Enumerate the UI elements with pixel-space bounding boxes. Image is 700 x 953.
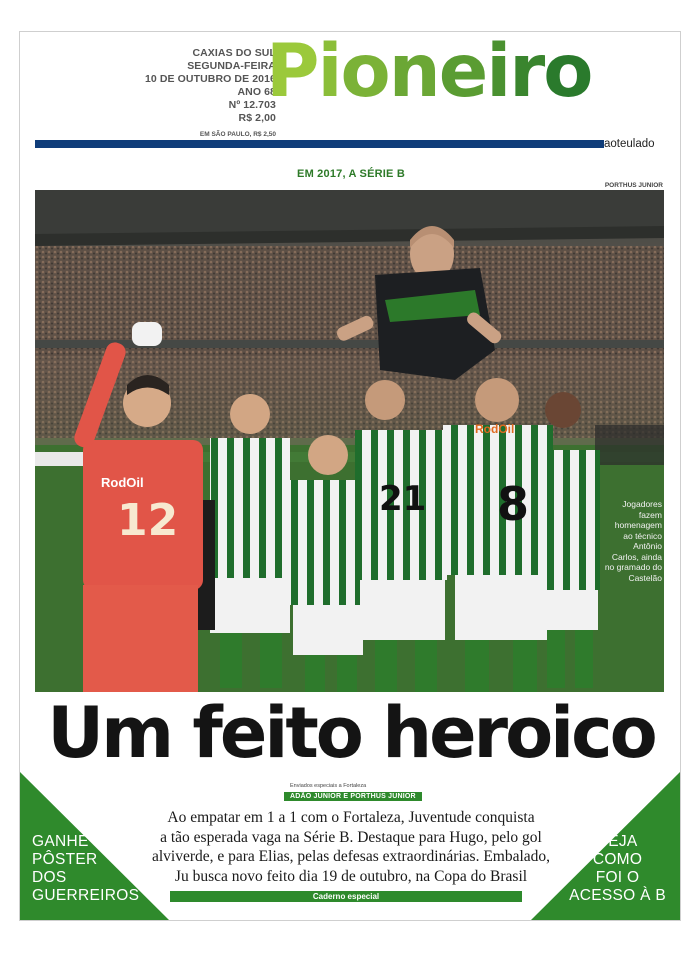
logo-letter: P [266, 31, 318, 114]
lead-line: Ao empatar em 1 a 1 com o Fortaleza, Juventude conquista [167, 809, 535, 826]
edition-city: CAXIAS DO SUL [192, 47, 276, 59]
logo-letter: i [317, 31, 341, 114]
goalkeeper-sponsor: RodOil [101, 475, 144, 490]
promo-line: COMO [592, 851, 643, 868]
promo-line: GUERREIROS [32, 887, 140, 904]
newspaper-front-page [19, 31, 681, 921]
edition-year: ANO 68 [237, 86, 276, 98]
player-sponsor: RodOil [475, 422, 515, 436]
promo-line: DOS [32, 869, 67, 886]
promo-line: VEJA [597, 833, 638, 850]
poster-promo[interactable] [32, 833, 139, 905]
edition-info [138, 47, 276, 141]
promo-line: PÔSTER [32, 851, 98, 868]
promo-line: FOI O [595, 869, 640, 886]
byline-badge: ADÃO JUNIOR E PORTHUS JUNIOR [284, 792, 422, 801]
logo-letter: n [388, 31, 439, 114]
powered-by-label[interactable]: aoteulado [604, 138, 655, 150]
lead-line: Ju busca novo feito dia 19 de outubro, na Copa do Brasil [174, 867, 528, 885]
photo-credit: PORTHUS JUNIOR [604, 182, 663, 189]
cover-kicker: EM 2017, A SÉRIE B [297, 168, 405, 180]
jersey-number-8: 8 [497, 477, 530, 531]
goalkeeper-number: 12 [117, 495, 179, 546]
envoy-note: Enviados especiais a Fortaleza [290, 783, 367, 789]
lead-line: alviverde, e para Elias, pelas defesas extraordinárias. Embalado, [151, 848, 551, 865]
cover-photo [35, 190, 664, 692]
logo-letter: o [340, 31, 389, 114]
logo-letter: i [486, 31, 510, 114]
celebration-illustration [35, 190, 664, 692]
lead-paragraph [140, 808, 562, 886]
logo-letter: r [509, 31, 544, 114]
logo-letter: o [543, 31, 592, 114]
photo-caption: Jogadores fazem homenagem ao técnico Antônio Carlos, ainda no gramado do Castelão [604, 499, 662, 583]
logo-letter: e [438, 31, 487, 114]
promo-line: ACESSO À B [569, 887, 666, 904]
lead-line: a tão esperada vaga na Série B. Destaque para Hugo, pelo gol [160, 828, 542, 846]
access-promo[interactable] [569, 833, 666, 905]
edition-weekday: SEGUNDA-FEIRA [187, 60, 276, 72]
jersey-number-21: 21 [379, 479, 427, 519]
edition-number: Nº 12.703 [228, 99, 276, 111]
promo-line: GANHE [32, 833, 89, 850]
caderno-especial-bar[interactable]: Caderno especial [170, 891, 522, 902]
edition-date: 10 DE OUTUBRO DE 2016 [144, 73, 276, 85]
masthead-rule [35, 140, 604, 148]
edition-price-sp: EM SÃO PAULO, R$ 2,50 [199, 131, 276, 138]
edition-price: R$ 2,00 [238, 112, 276, 124]
pioneiro-logo[interactable] [266, 31, 592, 114]
main-headline[interactable]: Um feito heroico [47, 692, 655, 774]
